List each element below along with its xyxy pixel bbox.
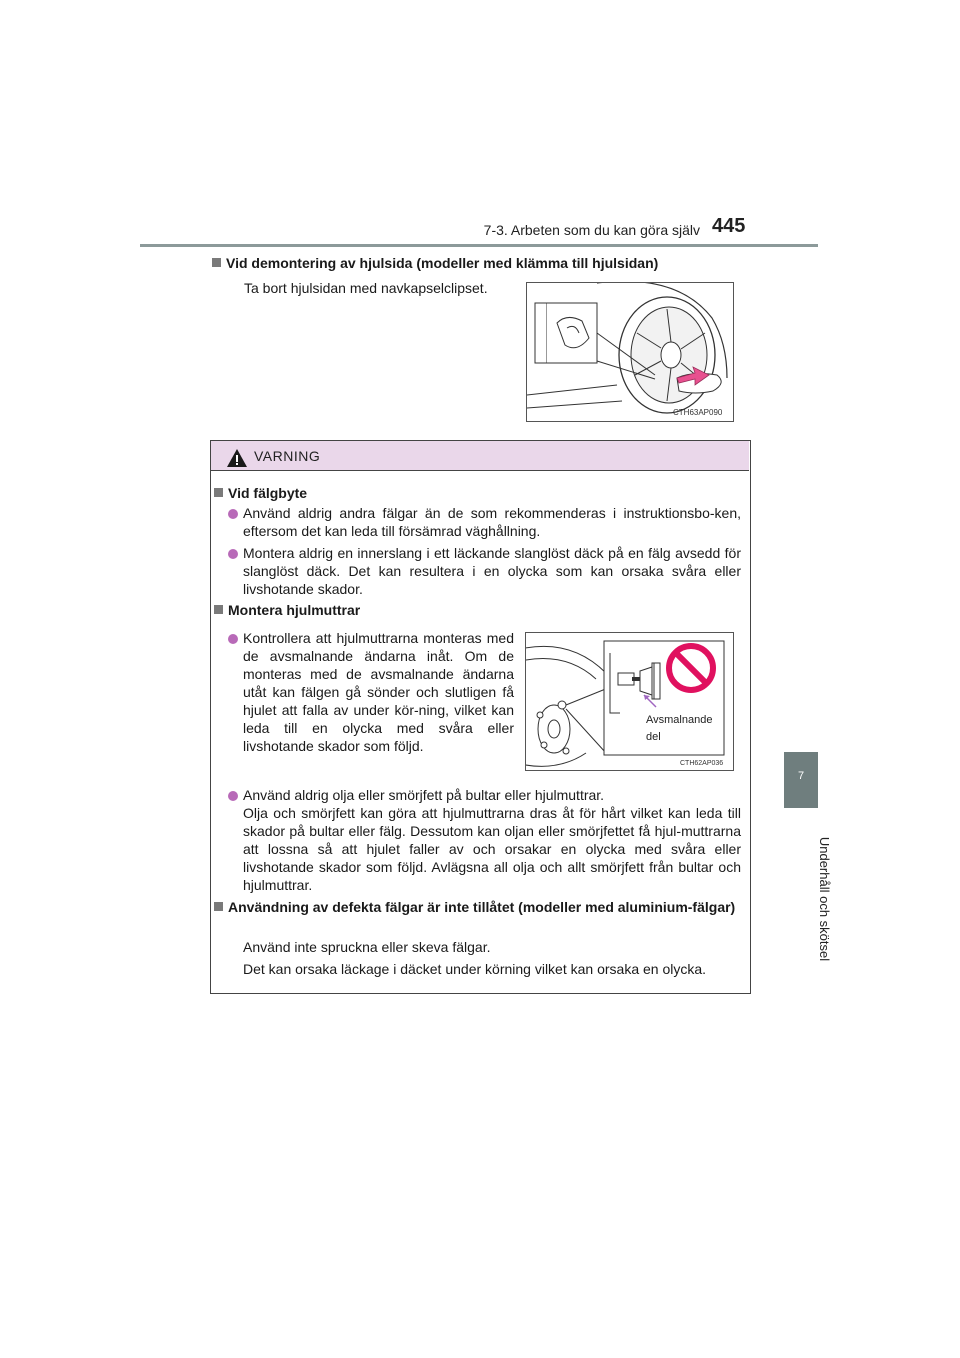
bullet-dot-icon: [228, 549, 238, 559]
wheel-cap-removal-illustration: [526, 282, 734, 422]
square-bullet-icon: [214, 605, 223, 614]
bullet-dot-icon: [228, 791, 238, 801]
tapered-part-label-line2: del: [646, 731, 661, 743]
warning-triangle-icon: [226, 448, 248, 468]
warning-item: Använd aldrig andra fälgar än de som rekommenderas i instruktionsbo-ken, eftersom det kan leda till försämrad väghållning.: [243, 505, 741, 539]
warning-group-title: [214, 898, 742, 916]
image-code: CTH63AP090: [673, 408, 723, 417]
warning-label: VARNING: [254, 448, 321, 464]
warning-item: Montera aldrig en innerslang i ett läckande slanglöst däck på en fälg avsedd för slanglöst däck. Det kan resultera i en olycka som kan orsaka svåra eller livshotande skador.: [243, 545, 741, 597]
header-divider: [140, 244, 818, 247]
warning-group-title-text: Montera hjulmuttrar: [228, 602, 361, 618]
section-instruction: Ta bort hjulsidan med navkapselclipset.: [244, 280, 488, 296]
tapered-part-label-line1: Avsmalnande: [646, 714, 713, 726]
page-number: 445: [712, 215, 746, 237]
warning-group-title-text: Användning av defekta fälgar är inte tillåtet (modeller med aluminium-fälgar): [228, 899, 736, 915]
warning-paragraph: Det kan orsaka läckage i däcket under körning vilket kan orsaka en olycka.: [243, 961, 707, 977]
header-section-title: 7-3. Arbeten som du kan göra själv: [483, 222, 700, 238]
warning-group-title: [214, 602, 734, 618]
image-code: CTH62AP036: [680, 760, 724, 767]
warning-item: Kontrollera att hjulmuttrarna monteras med de avsmalnande ändarna inåt. Om de monteras med de avsmalnande ändarna utåt kan fälgen gå sönder och slutligen få hjulet att falla av under kör-ning, vilket kan leda till en olycka med svåra eller livshotande skador som följd.: [243, 630, 514, 754]
bullet-dot-icon: [228, 509, 238, 519]
chapter-title: Underhåll och skötsel: [817, 836, 832, 962]
warning-paragraph: Använd inte spruckna eller skeva fälgar.: [243, 939, 491, 955]
wheel-nut-svg: [526, 633, 733, 770]
wheel-illustration-svg: [527, 283, 733, 421]
warning-group-title: [214, 485, 734, 501]
section-heading: [212, 255, 772, 271]
wheel-nut-illustration: [525, 632, 734, 771]
chapter-number: 7: [797, 770, 805, 782]
warning-item-detail: Olja och smörjfett kan göra att hjulmuttrarna dras åt för hårt vilket kan leda till skador på bultar eller fälg. Dessutom kan oljan eller smörjfettet få hjul-muttrarna att lossna så att hjulet faller av och orsakar en olycka med svåra eller livshotande skador som följd. Avlägsna all olja och allt smörjfett från bultar och hjulmuttrar.: [243, 805, 741, 893]
warning-group-title-text: Vid fälgbyte: [228, 485, 308, 501]
square-bullet-icon: [214, 902, 223, 911]
warning-item: Använd aldrig olja eller smörjfett på bultar eller hjulmuttrar.: [243, 787, 605, 803]
square-bullet-icon: [212, 258, 221, 267]
section-heading-text: Vid demontering av hjulsida (modeller med klämma till hjulsidan): [226, 255, 659, 271]
square-bullet-icon: [214, 488, 223, 497]
bullet-dot-icon: [228, 634, 238, 644]
